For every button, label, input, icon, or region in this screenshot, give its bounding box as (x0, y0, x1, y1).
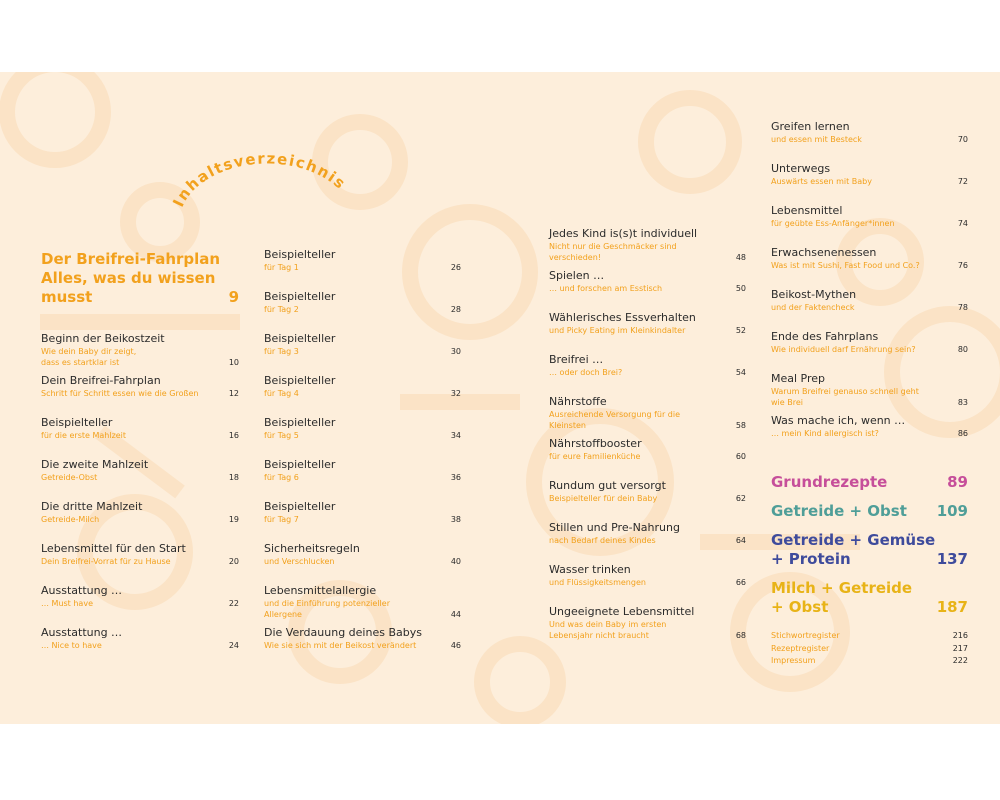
toc-entry-title: Meal Prep (771, 372, 826, 385)
toc-entry-title: Lebensmittelallergie (264, 584, 377, 597)
main-chapter-title-line3: musst (41, 288, 93, 306)
toc-entry-page: 64 (735, 536, 746, 545)
toc-entry-title: Beispielteller (264, 290, 336, 303)
toc-entry-title: Nährstoffe (549, 395, 607, 408)
toc-entry[interactable] (771, 372, 968, 408)
toc-entry[interactable] (549, 227, 746, 263)
toc-entry[interactable] (41, 332, 239, 368)
contents-heading (160, 120, 370, 210)
recipe-chapter-page: 137 (936, 550, 968, 568)
toc-entry-subtitle: für Tag 4 (264, 389, 299, 398)
toc-entry[interactable] (549, 311, 746, 336)
toc-entry-subtitle: und Verschlucken (264, 557, 335, 566)
toc-entry-page: 68 (735, 631, 746, 640)
toc-entry-page: 52 (735, 326, 746, 335)
toc-entry[interactable] (771, 120, 968, 145)
toc-entry-page: 48 (735, 253, 746, 262)
toc-entry[interactable] (549, 437, 746, 462)
main-chapter-entry[interactable] (41, 250, 239, 307)
toc-entry[interactable] (549, 353, 746, 378)
recipe-chapter-page: 187 (936, 598, 968, 616)
toc-entry-subtitle: Und was dein Baby im ersten (549, 620, 667, 629)
toc-entry-page: 46 (450, 641, 461, 650)
toc-entry-subtitle: für Tag 6 (264, 473, 299, 482)
toc-entry-subtitle: … mein Kind allergisch ist? (771, 429, 879, 438)
toc-entry-subtitle: für Tag 5 (264, 431, 299, 440)
toc-entry-subtitle: … oder doch Brei? (549, 368, 623, 377)
toc-entry[interactable] (549, 563, 746, 588)
toc-entry[interactable] (264, 500, 461, 525)
toc-entry[interactable] (771, 330, 968, 355)
toc-entry-page: 38 (450, 515, 461, 524)
toc-entry-subtitle: und essen mit Besteck (771, 135, 862, 144)
register-page: 217 (952, 643, 968, 653)
toc-entry[interactable] (41, 374, 239, 399)
recipe-chapter-title: Getreide + Obst (771, 502, 907, 520)
register-label: Stichwortregister (771, 631, 840, 640)
toc-entry-subtitle-line2: dass es startklar ist (41, 358, 120, 367)
toc-entry[interactable] (549, 605, 746, 641)
toc-entry-page: 78 (957, 303, 968, 312)
toc-entry-subtitle: Getreide-Milch (41, 515, 100, 524)
toc-entry-title: Wählerisches Essverhalten (549, 311, 696, 324)
toc-entry-subtitle: Ausreichende Versorgung für die (549, 410, 681, 419)
toc-entry[interactable] (41, 500, 239, 525)
toc-entry-subtitle: Warum Breifrei genauso schnell geht (771, 387, 919, 396)
toc-entry[interactable] (41, 584, 239, 609)
toc-entry-subtitle: und die Einführung potenzieller (264, 599, 390, 608)
toc-entry[interactable] (264, 542, 461, 567)
toc-entry-page: 10 (228, 358, 239, 367)
toc-entry-page: 83 (957, 398, 968, 407)
toc-entry-subtitle: Beispielteller für dein Baby (549, 494, 658, 503)
toc-entry[interactable] (771, 414, 968, 439)
toc-entry[interactable] (41, 542, 239, 567)
toc-entry-subtitle: … und forschen am Esstisch (549, 284, 663, 293)
toc-entry[interactable] (549, 479, 746, 504)
toc-entry-page: 16 (228, 431, 239, 440)
toc-entry-title: Beispielteller (264, 500, 336, 513)
toc-entry-title: Beikost-Mythen (771, 288, 857, 301)
toc-entry-page: 18 (228, 473, 239, 482)
toc-entry[interactable] (264, 416, 461, 441)
toc-entry-title: Beispielteller (264, 332, 336, 345)
toc-entry-page: 44 (450, 610, 461, 619)
toc-entry[interactable] (264, 458, 461, 483)
register-label: Rezeptregister (771, 643, 830, 653)
toc-entry-subtitle: und Picky Eating im Kleinkindalter (549, 326, 686, 335)
toc-entry-subtitle: nach Bedarf deines Kindes (549, 536, 656, 545)
toc-column-3 (549, 227, 746, 667)
toc-entry-subtitle-line2: Allergene (264, 610, 302, 619)
toc-entry-title: Erwachsenenessen (771, 246, 877, 259)
register-entry[interactable] (771, 643, 968, 655)
toc-entry-title: Lebensmittel für den Start (41, 542, 186, 555)
contents-spread (0, 72, 1000, 724)
toc-column-2 (264, 248, 461, 668)
toc-entry-subtitle: für Tag 3 (264, 347, 299, 356)
recipe-chapter-title: Getreide + Gemüse (771, 531, 936, 549)
toc-entry[interactable] (41, 416, 239, 441)
toc-entry-subtitle: Was ist mit Sushi, Fast Food und Co.? (771, 261, 920, 270)
toc-entry-subtitle: Getreide-Obst (41, 473, 98, 482)
toc-entry-subtitle: Schritt für Schritt essen wie die Großen (41, 389, 199, 398)
toc-entry-subtitle: und der Faktencheck (771, 303, 855, 312)
recipe-chapter-title-line2: + Obst (771, 598, 829, 616)
main-chapter-title-line2: Alles, was du wissen (41, 269, 216, 287)
toc-entry-title: Was mache ich, wenn … (771, 414, 906, 427)
toc-entry-page: 24 (228, 641, 239, 650)
toc-entry[interactable] (264, 584, 461, 620)
toc-entry-subtitle: für eure Familienküche (549, 452, 641, 461)
toc-entry-subtitle-line2: wie Brei (771, 398, 803, 407)
toc-entry-title: Ausstattung … (41, 626, 123, 639)
toc-entry[interactable] (771, 246, 968, 271)
recipe-chapter-page: 89 (947, 473, 968, 491)
toc-entry-page: 40 (450, 557, 461, 566)
toc-entry-title: Die dritte Mahlzeit (41, 500, 143, 513)
main-chapter-title-line1: Der Breifrei-Fahrplan (41, 250, 221, 268)
recipe-chapter-title: Milch + Getreide (771, 579, 913, 597)
register-label: Impressum (771, 656, 816, 665)
register-page: 216 (952, 631, 968, 640)
toc-entry-page: 70 (957, 135, 968, 144)
toc-entry-subtitle: und Flüssigkeitsmengen (549, 578, 646, 587)
toc-entry-title: Beispielteller (264, 248, 336, 261)
toc-entry-title: Beispielteller (41, 416, 113, 429)
toc-entry-title: Unterwegs (771, 162, 831, 175)
toc-entry-page: 74 (957, 219, 968, 228)
recipe-chapter-title: Grundrezepte (771, 473, 888, 491)
toc-entry-page: 19 (228, 515, 239, 524)
toc-entry-page: 22 (228, 599, 239, 608)
toc-entry-page: 54 (735, 368, 746, 377)
toc-entry-page: 60 (735, 452, 746, 461)
toc-entry[interactable] (41, 626, 239, 651)
toc-entry-page: 12 (228, 389, 239, 398)
toc-entry-subtitle: für geübte Ess-Anfänger*innen (771, 219, 895, 228)
toc-entry-title: Breifrei … (549, 353, 604, 366)
toc-entry[interactable] (549, 269, 746, 294)
toc-entry[interactable] (264, 626, 461, 651)
toc-entry-subtitle: für die erste Mahlzeit (41, 431, 127, 440)
toc-entry[interactable] (771, 204, 968, 229)
toc-entry-subtitle-line2: verschieden! (549, 253, 602, 262)
toc-entry-title: Nährstoffbooster (549, 437, 642, 450)
toc-entry-title: Die Verdauung deines Babys (264, 626, 422, 639)
toc-entry-page: 66 (735, 578, 746, 587)
toc-entry-subtitle: Wie individuell darf Ernährung sein? (771, 345, 916, 354)
toc-entry-page: 32 (450, 389, 461, 398)
toc-entry[interactable] (264, 290, 461, 315)
toc-entry-page: 30 (450, 347, 461, 356)
toc-entry-title: Stillen und Pre-Nahrung (549, 521, 680, 534)
toc-entry[interactable] (41, 458, 239, 483)
toc-entry-page: 80 (957, 345, 968, 354)
toc-entry[interactable] (264, 374, 461, 399)
toc-entry-title: Sicherheitsregeln (264, 542, 360, 555)
toc-entry-title: Die zweite Mahlzeit (41, 458, 149, 471)
toc-entry-title: Dein Breifrei-Fahrplan (41, 374, 161, 387)
toc-entry[interactable] (549, 521, 746, 546)
toc-entry-title: Greifen lernen (771, 120, 850, 133)
toc-column-1 (41, 250, 239, 670)
toc-entry-subtitle: Auswärts essen mit Baby (771, 177, 872, 186)
toc-entry-page: 26 (450, 263, 461, 272)
toc-entry-subtitle-line2: Lebensjahr nicht braucht (549, 631, 649, 640)
main-chapter-page: 9 (228, 288, 239, 306)
toc-entry-title: Ende des Fahrplans (771, 330, 879, 343)
toc-entry-subtitle: … Nice to have (41, 641, 102, 650)
toc-entry-subtitle: Nicht nur die Geschmäcker sind (549, 242, 677, 251)
register-page: 222 (952, 656, 968, 665)
toc-entry-page: 62 (735, 494, 746, 503)
toc-entry[interactable] (264, 248, 461, 273)
toc-entry-title: Rundum gut versorgt (549, 479, 666, 492)
toc-column-4 (771, 120, 968, 680)
toc-entry-subtitle: für Tag 7 (264, 515, 299, 524)
toc-entry-subtitle-line2: Kleinsten (549, 421, 586, 430)
toc-entry-title: Beispielteller (264, 374, 336, 387)
toc-entry-subtitle: Wie sie sich mit der Beikost verändert (264, 641, 417, 650)
toc-entry-page: 34 (450, 431, 461, 440)
toc-entry-subtitle: … Must have (41, 599, 93, 608)
toc-entry[interactable] (771, 162, 968, 187)
toc-entry-subtitle: Dein Breifrei-Vorrat für zu Hause (41, 557, 171, 566)
toc-entry-page: 28 (450, 305, 461, 314)
toc-entry[interactable] (771, 288, 968, 313)
toc-entry-page: 72 (957, 177, 968, 186)
recipe-chapter-page: 109 (936, 502, 968, 520)
toc-entry-title: Beispielteller (264, 416, 336, 429)
toc-entry-subtitle: für Tag 2 (264, 305, 299, 314)
toc-entry-title: Ungeeignete Lebensmittel (549, 605, 695, 618)
toc-entry-title: Ausstattung … (41, 584, 123, 597)
toc-entry-subtitle: Wie dein Baby dir zeigt, (41, 347, 137, 356)
svg-text:Inhaltsverzeichnis: Inhaltsverzeichnis (169, 149, 350, 210)
toc-entry-title: Wasser trinken (549, 563, 631, 576)
toc-entry-title: Beispielteller (264, 458, 336, 471)
toc-entry-page: 20 (228, 557, 239, 566)
register-entry[interactable] (771, 630, 968, 642)
toc-entry-page: 76 (957, 261, 968, 270)
toc-entry-subtitle: für Tag 1 (264, 263, 299, 272)
toc-entry[interactable] (549, 395, 746, 431)
toc-entry-page: 86 (957, 429, 968, 438)
toc-entry-title: Spielen … (549, 269, 605, 282)
toc-entry-page: 58 (735, 421, 746, 430)
register-entry[interactable] (771, 655, 968, 667)
toc-entry-page: 50 (735, 284, 746, 293)
toc-entry-title: Lebensmittel (771, 204, 843, 217)
toc-entry-title: Jedes Kind is(s)t individuell (549, 227, 698, 240)
toc-entry-title: Beginn der Beikostzeit (41, 332, 165, 345)
toc-entry-page: 36 (450, 473, 461, 482)
toc-entry[interactable] (264, 332, 461, 357)
recipe-chapter-title-line2: + Protein (771, 550, 851, 568)
